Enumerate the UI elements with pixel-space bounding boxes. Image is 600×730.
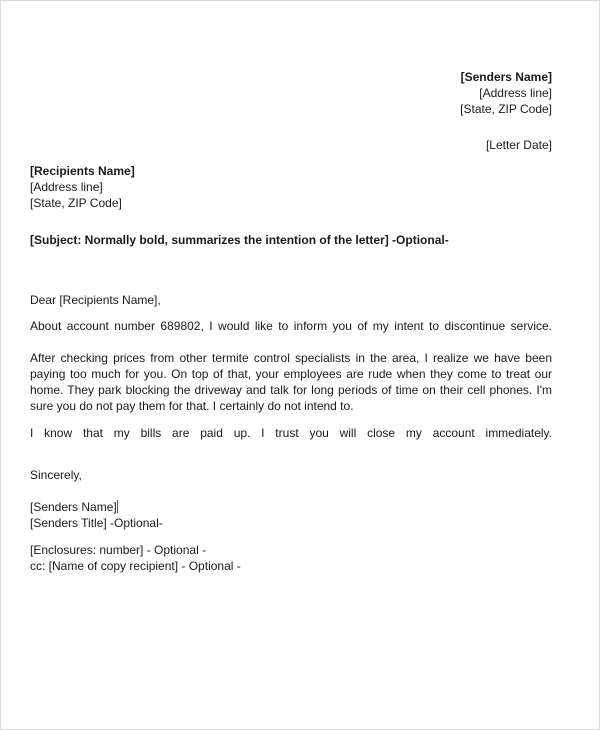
body-paragraph-1: About account number 689802, I would like to inform you of my intent to discontinue service. xyxy=(30,319,552,333)
recipient-state-zip: [State, ZIP Code] xyxy=(30,196,122,210)
letter-date xyxy=(30,137,552,153)
subject-line: [Subject: Normally bold, summarizes the intention of the letter] -Optional- xyxy=(30,233,449,247)
sender-address-line: [Address line] xyxy=(479,86,552,100)
cc-line: cc: [Name of copy recipient] - Optional - xyxy=(30,559,241,573)
sender-name: [Senders Name] xyxy=(460,70,552,84)
recipient-block xyxy=(30,163,552,211)
sender-state-zip: [State, ZIP Code] xyxy=(460,102,552,116)
sender-block xyxy=(30,69,552,117)
text-cursor xyxy=(117,500,118,513)
salutation: Dear [Recipients Name], xyxy=(30,293,161,307)
footer-block xyxy=(30,542,552,574)
closing: Sincerely, xyxy=(30,468,82,482)
body-paragraph-2: After checking prices from other termite control specialists in the area, I realize we have been paying too much for you. On top of that, your employees are rude when they come to treat our home. They park blocking the driveway and talk for long periods of time on their cell phones. I'm sure you do not pay them for that. I certainly do not intend to. xyxy=(30,351,552,413)
signature-name: [Senders Name] xyxy=(30,500,117,514)
letter-date-text: [Letter Date] xyxy=(485,138,552,152)
signature-block xyxy=(30,499,552,531)
body-paragraph-3: I know that my bills are paid up. I trust you will close my account immediately. xyxy=(30,426,552,440)
enclosures-line: [Enclosures: number] - Optional - xyxy=(30,543,207,557)
recipient-name: [Recipients Name] xyxy=(30,164,135,178)
signature-name-line xyxy=(30,499,552,515)
signature-title: [Senders Title] -Optional- xyxy=(30,516,163,530)
recipient-address-line: [Address line] xyxy=(30,180,103,194)
